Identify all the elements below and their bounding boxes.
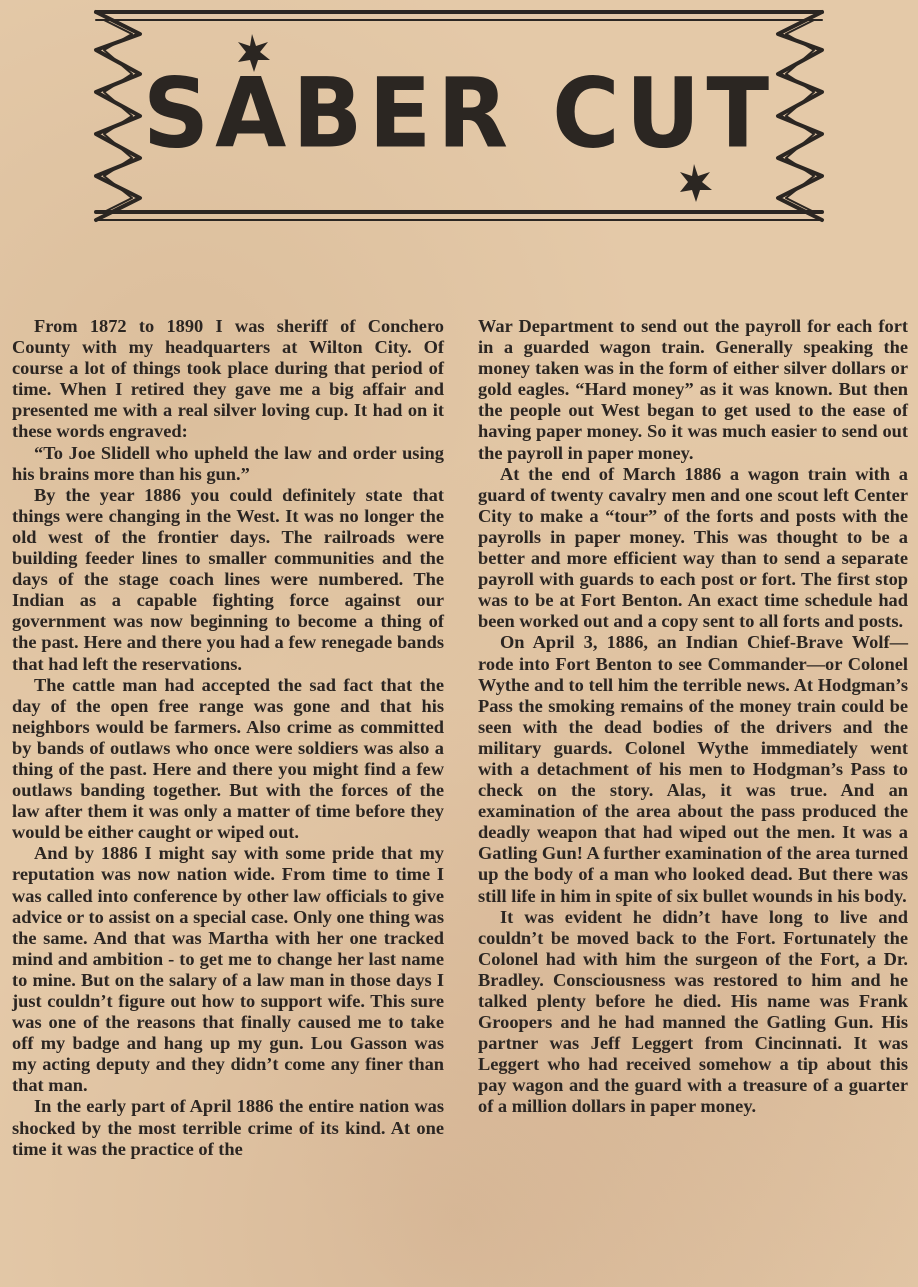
paragraph: By the year 1886 you could definitely state that things were changing in the West. It was no longer the old west of the frontier days. The railroads were building feeder lines to smaller communities and the days of the stage coach lines were numbered. The Indian as a capable fighting force against our government was now beginning to become a thing of the past. Here and there you had a few renegade bands that had left the reservations.: [12, 484, 444, 674]
article-column-left: [12, 316, 444, 1279]
page-title: SABER CUT: [142, 57, 776, 170]
paragraph: And by 1886 I might say with some pride that my reputation was now nation wide. From time to time I was called into conference by other law officials to give advice or to assist on a special case. Only one thing was the same. And that was Martha with her one tracked mind and ambition - to get me to change her last name to mine. But on the salary of a law man in those days I just couldn’t figure out how to support wife. This sure was one of the reasons that finally caused me to take off my badge and hang up my gun. Lou Gasson was my acting deputy and they didn’t come any finer than that man.: [12, 843, 444, 1096]
paragraph-continued: War Department to send out the payroll for each fort in a guarded wagon train. Generally speaking the money taken was in the form of either silver dollars or gold eagles. “Hard money” as it was known. But then the people out West began to get used to the ease of having paper money. So it was much easier to send out the payroll in paper money.: [478, 316, 908, 463]
article-column-right: [478, 316, 908, 1279]
paragraph: The cattle man had accepted the sad fact that the day of the open free range was gone and that his neighbors would be farmers. Also crime as committed by bands of outlaws who once were soldiers was also a thing of the past. Here and there you might find a few outlaws banding together. But with the forces of the law after them it was only a matter of time before they would be either caught or wiped out.: [12, 674, 444, 843]
quote-paragraph: “To Joe Slidell who upheld the law and order using his brains more than his gun.”: [12, 442, 444, 484]
paragraph: From 1872 to 1890 I was sheriff of Conchero County with my headquarters at Wilton City. Of course a lot of things took place during that period of time. When I retired they gave me a big affair and presented me with a real silver loving cup. It had on it these words engraved:: [12, 316, 444, 442]
paragraph: On April 3, 1886, an Indian Chief-Brave Wolf—rode into Fort Benton to see Commander—or Colonel Wythe and to tell him the terrible news. At Hodgman’s Pass the smoking remains of the money train could be seen with the dead bodies of the drivers and the military guards. Colonel Wythe immediately went with a detachment of his men to Hodgman’s Pass to check on the story. Alas, it was true. And an examination of the area about the pass produced the deadly weapon that had wiped out the men. It was a Gatling Gun! A further examination of the area turned up the body of a man who looked dead. But there was still life in him in spite of six bullet wounds in his body.: [478, 632, 908, 906]
paragraph: It was evident he didn’t have long to live and couldn’t be moved back to the Fort. Fortunately the Colonel had with him the surgeon of the Fort, a Dr. Bradley. Consciousness was restored to him and he talked plenty before he died. His name was Frank Groopers and he had manned the Gatling Gun. His partner was Jeff Leggert from Cincinnati. It was Leggert who had received somehow a tip about this pay wagon and the guard with a treasure of a guarter of a million dollars in paper money.: [478, 906, 908, 1117]
paragraph: At the end of March 1886 a wagon train with a guard of twenty cavalry men and one scout left Center City to make a “tour” of the forts and posts with the payrolls in paper money. This was thought to be a better and more efficient way than to send a separate payroll with guards to each post or fort. The first stop was to be at Fort Benton. An exact time schedule had been worked out and a copy sent to all forts and posts.: [478, 463, 908, 632]
paragraph: In the early part of April 1886 the entire nation was shocked by the most terrible crime of its kind. At one time it was the practice of the: [12, 1096, 444, 1159]
star-icon: [680, 164, 712, 202]
title-banner: [0, 0, 918, 240]
